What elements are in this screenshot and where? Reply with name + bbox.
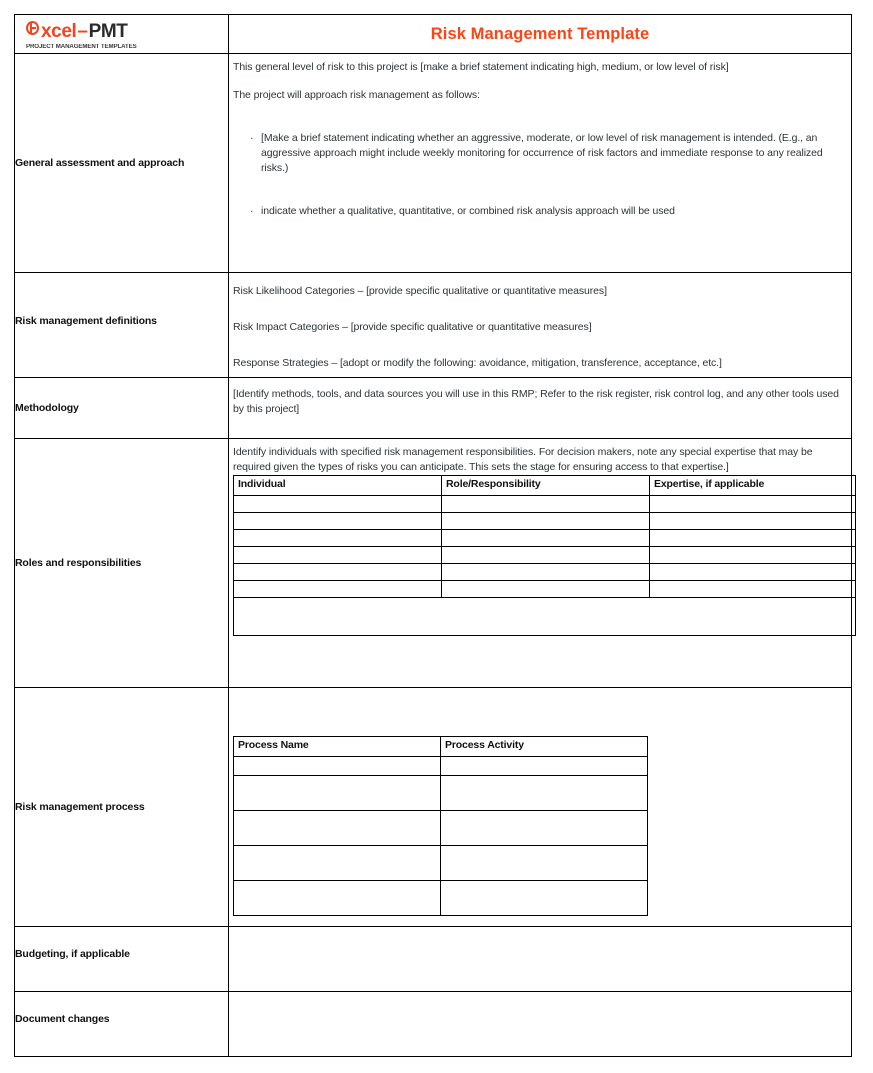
general-bullet-2-text: indicate whether a qualitative, quantitative, or combined risk analysis approach will be used	[261, 205, 675, 218]
header-row	[15, 15, 852, 54]
roles-table-header-row	[234, 475, 856, 495]
general-bullet-list	[233, 131, 843, 220]
definition-likelihood: Risk Likelihood Categories – [provide specific qualitative or quantitative measures]	[233, 285, 607, 297]
label-budgeting	[15, 926, 229, 991]
label-text: Roles and responsibilities	[15, 556, 142, 569]
process-table-body	[234, 756, 648, 915]
table-row[interactable]	[234, 495, 856, 512]
bullet-marker-icon: ·	[250, 131, 254, 144]
roles-cell-role[interactable]	[442, 529, 650, 546]
content-methodology[interactable]	[229, 377, 852, 438]
row-roles-responsibilities	[15, 438, 852, 687]
table-row[interactable]	[234, 512, 856, 529]
roles-cell-expertise[interactable]	[650, 546, 856, 563]
methodology-text: [Identify methods, tools, and data sources you will use in this RMP; Refer to the risk register, risk control log, and any other tools used by this project]	[233, 387, 839, 415]
row-methodology	[15, 377, 852, 438]
row-risk-management-process	[15, 687, 852, 926]
roles-cell-individual[interactable]	[234, 563, 442, 580]
label-text: Document changes	[15, 1012, 110, 1025]
definition-impact: Risk Impact Categories – [provide specific qualitative or quantitative measures]	[233, 320, 592, 333]
process-col-name: Process Name	[234, 736, 441, 756]
label-text: General assessment and approach	[15, 157, 185, 169]
general-bullet-1	[250, 131, 843, 177]
logo-pmt-text: PMT	[88, 21, 128, 42]
label-text: Methodology	[15, 401, 79, 414]
document-changes-value[interactable]	[229, 992, 851, 1056]
content-risk-management-process[interactable]	[229, 687, 852, 926]
logo-cell	[15, 15, 229, 54]
content-budgeting[interactable]	[229, 926, 852, 991]
process-col-activity: Process Activity	[441, 736, 648, 756]
roles-cell-expertise[interactable]	[650, 529, 856, 546]
roles-cell-role[interactable]	[442, 580, 650, 597]
process-cell-name[interactable]	[234, 880, 441, 915]
roles-spanning-cell[interactable]	[234, 597, 856, 635]
process-cell-activity[interactable]	[441, 756, 648, 775]
roles-col-expertise: Expertise, if applicable	[650, 475, 856, 495]
logo-wordmark	[26, 20, 127, 41]
risk-management-template-table	[14, 14, 852, 1057]
label-methodology	[15, 377, 229, 438]
label-text: Risk management definitions	[15, 315, 157, 327]
roles-cell-role[interactable]	[442, 495, 650, 512]
general-para-2: The project will approach risk management as follows:	[233, 88, 480, 101]
table-row[interactable]	[234, 529, 856, 546]
process-table	[233, 736, 648, 916]
process-table-header-row	[234, 736, 648, 756]
general-bullet-2	[250, 204, 843, 219]
label-document-changes	[15, 991, 229, 1056]
budgeting-value[interactable]	[229, 927, 851, 991]
table-row[interactable]	[234, 580, 856, 597]
roles-cell-individual[interactable]	[234, 512, 442, 529]
table-row[interactable]	[234, 810, 648, 845]
label-roles-responsibilities	[15, 438, 229, 687]
row-document-changes	[15, 991, 852, 1056]
label-general-assessment	[15, 54, 229, 273]
roles-cell-role[interactable]	[442, 563, 650, 580]
bullet-marker-icon: ·	[250, 205, 254, 218]
row-general-assessment	[15, 54, 852, 273]
roles-cell-role[interactable]	[442, 546, 650, 563]
label-text: Risk management process	[15, 800, 145, 813]
label-text: Budgeting, if applicable	[15, 947, 130, 960]
roles-cell-expertise[interactable]	[650, 512, 856, 529]
row-risk-definitions	[15, 273, 852, 378]
excel-pmt-logo	[15, 15, 228, 50]
logo-e-icon	[26, 20, 41, 37]
content-general-assessment[interactable]	[229, 54, 852, 273]
row-budgeting	[15, 926, 852, 991]
general-bullet-1-text: [Make a brief statement indicating whether an aggressive, moderate, or low level of risk management is intended. (E.g., an aggressive approach might include weekly monitoring for occurrence of risk factors and immediate response to any realized risks.)	[261, 131, 823, 175]
page-title: Risk Management Template	[430, 25, 650, 43]
process-cell-name[interactable]	[234, 845, 441, 880]
content-document-changes[interactable]	[229, 991, 852, 1056]
roles-table-spanning-blank-row[interactable]	[234, 597, 856, 635]
label-risk-management-process	[15, 687, 229, 926]
table-row[interactable]	[234, 880, 648, 915]
roles-cell-individual[interactable]	[234, 580, 442, 597]
process-cell-activity[interactable]	[441, 845, 648, 880]
roles-table	[233, 475, 856, 636]
roles-cell-role[interactable]	[442, 512, 650, 529]
roles-cell-individual[interactable]	[234, 495, 442, 512]
process-cell-activity[interactable]	[441, 775, 648, 810]
roles-intro-text: Identify individuals with specified risk management responsibilities. For decision makers, note any special expertise that may be required given the types of risks you can anticipate. This sets the stage for ensuring access to that expertise.]	[233, 445, 813, 473]
content-risk-definitions[interactable]	[229, 273, 852, 378]
roles-cell-expertise[interactable]	[650, 563, 856, 580]
table-row[interactable]	[234, 775, 648, 810]
roles-cell-expertise[interactable]	[650, 580, 856, 597]
logo-subtitle: PROJECT MANAGEMENT TEMPLATES	[26, 44, 137, 50]
table-row[interactable]	[234, 546, 856, 563]
process-cell-activity[interactable]	[441, 810, 648, 845]
table-row[interactable]	[234, 756, 648, 775]
title-cell	[229, 15, 852, 54]
logo-excel-text: xcel	[41, 21, 77, 42]
table-row[interactable]	[234, 845, 648, 880]
roles-table-body	[234, 495, 856, 635]
label-risk-definitions	[15, 273, 229, 378]
roles-col-individual: Individual	[234, 475, 442, 495]
logo-dash: –	[77, 21, 88, 42]
roles-cell-individual[interactable]	[234, 546, 442, 563]
roles-cell-individual[interactable]	[234, 529, 442, 546]
process-cell-activity[interactable]	[441, 880, 648, 915]
roles-col-role: Role/Responsibility	[442, 475, 650, 495]
process-cell-name[interactable]	[234, 756, 441, 775]
roles-cell-expertise[interactable]	[650, 495, 856, 512]
process-cell-name[interactable]	[234, 775, 441, 810]
process-cell-name[interactable]	[234, 810, 441, 845]
general-para-1: This general level of risk to this project is [make a brief statement indicating high, medium, or low level of risk]	[233, 61, 729, 73]
table-row[interactable]	[234, 563, 856, 580]
definition-response-strategies: Response Strategies – [adopt or modify the following: avoidance, mitigation, transference, acceptance, etc.]	[233, 356, 722, 369]
content-roles-responsibilities[interactable]	[229, 438, 852, 687]
